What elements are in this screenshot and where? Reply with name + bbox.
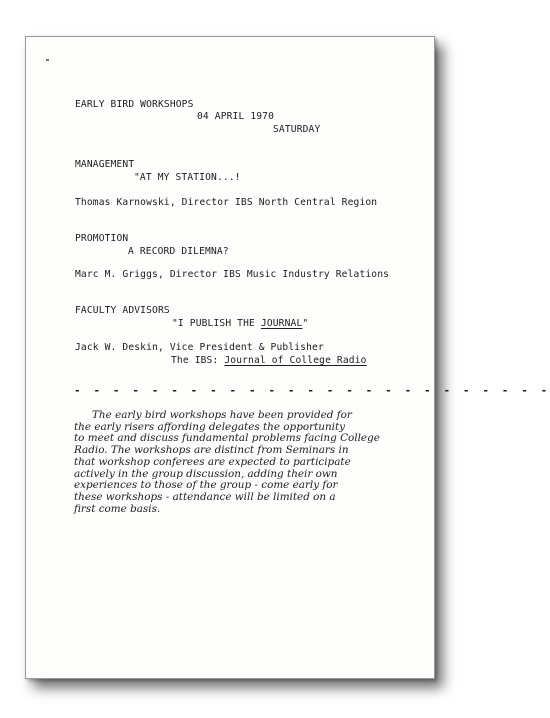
session-topic: A RECORD DILEMNA?: [128, 246, 229, 257]
workshop-day: SATURDAY: [273, 124, 321, 135]
session-topic: [172, 319, 308, 329]
workshop-date: 04 APRIL 1970: [197, 111, 275, 122]
journal-title-underlined: Journal of College Radio: [224, 355, 367, 366]
affiliation-prefix: The IBS:: [171, 355, 225, 366]
description-line: Radio. The workshops are distinct from Seminars in: [74, 444, 349, 457]
description-line: first come basis.: [74, 502, 161, 515]
topic-suffix: ": [302, 318, 309, 329]
session-speaker: Thomas Karnowski, Director IBS North Central Region: [75, 197, 378, 208]
session-speaker: Marc M. Griggs, Director IBS Music Industry Relations: [75, 269, 390, 280]
description-line: experiences to those of the group - come early for: [74, 479, 338, 492]
description-line: the early risers affording delegates the opportunity: [74, 420, 346, 433]
description-line: The early bird workshops have been provided for: [92, 409, 352, 421]
session-category: FACULTY ADVISORS: [75, 305, 170, 316]
session-category: PROMOTION: [75, 233, 129, 244]
description-line: actively in the group discussion, adding their own: [74, 467, 338, 480]
paper-speck: [46, 59, 49, 61]
description-line: to meet and discuss fundamental problems facing College: [74, 432, 380, 445]
session-speaker: Jack W. Deskin, Vice President & Publisher: [75, 342, 324, 353]
description-line: that workshop conferees are expected to participate: [74, 455, 351, 468]
session-topic: "AT MY STATION...!: [134, 172, 241, 183]
topic-prefix: "I PUBLISH THE: [172, 318, 261, 329]
workshop-title: EARLY BIRD WORKSHOPS: [75, 99, 194, 110]
dashed-divider: - - - - - - - - - - - - - - - - - - - - - - - - -: [74, 384, 550, 397]
description-line: these workshops - attendance will be limited on a: [74, 490, 336, 503]
session-category: MANAGEMENT: [75, 159, 135, 170]
workshop-description: [74, 410, 404, 515]
journal-underlined: JOURNAL: [260, 318, 303, 329]
session-affiliation: [171, 356, 367, 366]
